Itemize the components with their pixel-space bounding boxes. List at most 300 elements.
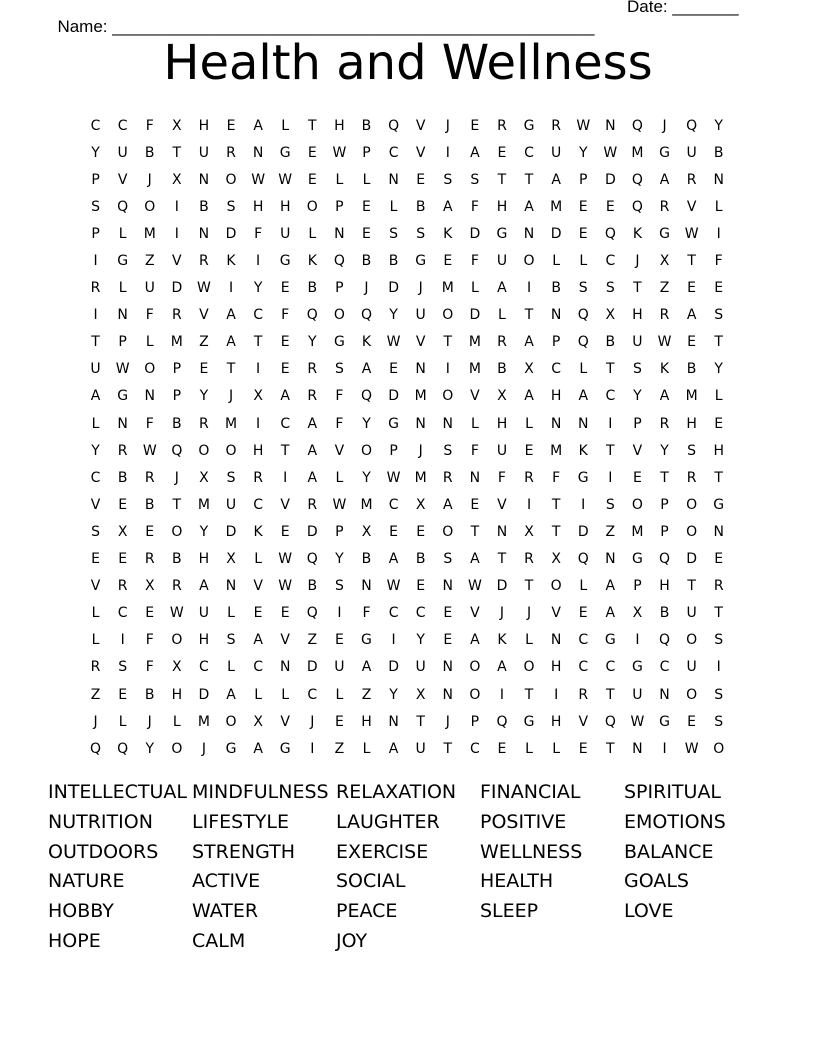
word-bank-item: JOY [336, 929, 368, 952]
grid-letter: S [91, 198, 100, 215]
grid-letter: I [93, 253, 98, 270]
grid-letter: L [118, 225, 127, 242]
grid-letter: I [526, 496, 532, 513]
grid-letter: X [415, 686, 426, 703]
grid-letter: Y [578, 144, 588, 161]
grid-letter: N [117, 307, 128, 324]
grid-letter: R [253, 469, 263, 486]
grid-letter: N [144, 388, 155, 405]
grid-letter: I [445, 144, 450, 161]
grid-letter: J [418, 280, 423, 297]
grid-letter: C [388, 144, 399, 161]
grid-letter: R [659, 198, 670, 215]
grid-letter: C [199, 659, 209, 676]
grid-letter: C [605, 253, 616, 270]
grid-letter: U [415, 740, 426, 757]
grid-letter: O [442, 307, 454, 324]
grid-letter: G [631, 551, 643, 568]
word-bank-item: LAUGHTER [336, 810, 440, 833]
grid-letter: N [198, 171, 210, 188]
word-bank-item: SOCIAL [336, 870, 406, 893]
grid-letter: N [361, 578, 372, 595]
grid-letter: X [524, 523, 534, 540]
grid-letter: N [523, 225, 535, 242]
grid-letter: L [579, 253, 588, 270]
grid-letter: M [441, 280, 454, 297]
grid-letter: B [361, 117, 372, 134]
grid-letter: R [117, 442, 128, 459]
grid-letter: L [552, 740, 561, 757]
grid-letter: O [469, 659, 481, 676]
grid-letter: B [199, 198, 209, 215]
grid-row [82, 518, 732, 545]
grid-letter: H [496, 415, 508, 432]
grid-letter: W [142, 442, 157, 459]
grid-letter: T [497, 551, 507, 568]
word-bank-item: ACTIVE [192, 870, 261, 893]
grid-letter: A [388, 740, 399, 757]
grid-letter: V [172, 253, 182, 270]
grid-letter: K [659, 361, 670, 378]
grid-letter: V [470, 388, 480, 405]
grid-letter: K [443, 225, 453, 242]
grid-row [82, 275, 732, 302]
grid-letter: E [687, 713, 697, 730]
word-bank-item: WELLNESS [480, 840, 583, 863]
grid-letter: U [198, 144, 210, 161]
word-bank-item: BALANCE [624, 840, 714, 863]
grid-letter: H [496, 198, 508, 215]
grid-letter: T [714, 334, 723, 351]
grid-letter: Y [199, 523, 209, 540]
grid-row [82, 247, 732, 274]
grid-letter: D [469, 225, 481, 242]
grid-letter: F [470, 198, 479, 215]
grid-letter: S [389, 225, 399, 242]
grid-letter: L [498, 307, 506, 324]
grid-letter: A [524, 334, 534, 351]
grid-letter: O [686, 686, 698, 703]
grid-letter: S [443, 442, 453, 459]
grid-letter: E [470, 117, 480, 134]
grid-letter: V [551, 605, 561, 622]
grid-letter: I [391, 632, 396, 649]
grid-letter: A [307, 469, 318, 486]
grid-letter: S [605, 280, 615, 297]
grid-letter: W [278, 578, 293, 595]
grid-letter: M [197, 713, 210, 730]
grid-row [82, 383, 732, 410]
grid-letter: P [633, 578, 642, 595]
grid-letter: X [524, 361, 534, 378]
grid-letter: O [171, 632, 183, 649]
grid-letter: O [171, 740, 183, 757]
grid-letter: E [578, 225, 588, 242]
grid-letter: T [524, 171, 534, 188]
grid-row [82, 708, 732, 735]
grid-letter: R [686, 171, 697, 188]
grid-letter: D [469, 307, 481, 324]
grid-letter: J [93, 713, 98, 730]
grid-row [82, 546, 732, 573]
grid-letter: E [443, 605, 453, 622]
grid-letter: Y [335, 551, 344, 568]
grid-letter: L [227, 605, 235, 622]
grid-letter: M [468, 334, 481, 351]
grid-letter: H [550, 388, 562, 405]
grid-letter: N [713, 523, 724, 540]
grid-letter: S [91, 523, 100, 540]
grid-letter: Y [91, 442, 100, 459]
grid-letter: O [686, 523, 698, 540]
grid-letter: K [578, 442, 588, 459]
grid-letter: L [281, 686, 290, 703]
grid-letter: U [496, 442, 508, 459]
grid-letter: R [226, 144, 236, 161]
grid-letter: R [659, 415, 670, 432]
grid-letter: A [578, 388, 589, 405]
grid-letter: E [416, 523, 426, 540]
grid-letter: C [415, 605, 426, 622]
grid-letter: T [91, 334, 100, 351]
word-bank-item: EXERCISE [336, 840, 429, 863]
grid-letter: H [334, 117, 345, 134]
word-bank-item: NUTRITION [48, 810, 153, 833]
word-bank-item: SPIRITUAL [624, 781, 722, 803]
grid-letter: I [256, 415, 261, 432]
grid-letter: O [171, 523, 183, 540]
grid-letter: S [578, 280, 588, 297]
grid-letter: B [361, 253, 372, 270]
grid-letter: Y [199, 388, 209, 405]
grid-letter: E [334, 632, 344, 649]
grid-letter: Q [306, 307, 318, 324]
grid-letter: P [660, 523, 669, 540]
word-bank-item: HOPE [48, 929, 101, 952]
grid-letter: L [470, 415, 479, 432]
grid-letter: G [659, 144, 670, 161]
grid-letter: M [414, 388, 427, 405]
grid-letter: C [307, 686, 318, 703]
grid-letter: H [659, 578, 670, 595]
grid-letter: L [579, 578, 588, 595]
grid-letter: E [118, 496, 128, 513]
grid-letter: W [278, 171, 293, 188]
grid-letter: V [90, 578, 101, 595]
word-bank-item: FINANCIAL [480, 781, 581, 803]
grid-letter: Q [388, 117, 400, 134]
grid-letter: A [686, 307, 697, 324]
grid-letter: E [280, 334, 290, 351]
grid-letter: Q [117, 198, 129, 215]
word-bank-item: OUTDOORS [48, 840, 159, 863]
grid-letter: L [335, 469, 344, 486]
grid-letter: H [361, 713, 372, 730]
grid-letter: I [499, 686, 505, 703]
grid-letter: N [550, 632, 562, 649]
grid-letter: O [144, 361, 156, 378]
grid-letter: Z [144, 253, 155, 270]
grid-letter: T [443, 740, 453, 757]
grid-letter: V [280, 632, 290, 649]
grid-letter: A [307, 415, 318, 432]
grid-letter: Y [416, 632, 425, 649]
word-bank-item: HEALTH [480, 870, 554, 893]
grid-letter: I [256, 253, 261, 270]
grid-letter: F [335, 388, 344, 405]
grid-letter: C [551, 361, 562, 378]
grid-letter: E [253, 605, 263, 622]
grid-letter: Y [389, 307, 398, 324]
grid-letter: T [172, 144, 182, 161]
grid-letter: O [523, 659, 535, 676]
grid-letter: D [225, 523, 237, 540]
grid-letter: X [415, 496, 426, 513]
grid-letter: D [171, 280, 183, 297]
grid-letter: E [687, 334, 697, 351]
grid-letter: F [497, 469, 506, 486]
grid-letter: P [579, 171, 588, 188]
grid-letter: G [361, 632, 372, 649]
grid-letter: Q [117, 740, 129, 757]
grid-letter: D [686, 551, 697, 568]
grid-letter: Q [659, 551, 671, 568]
grid-letter: G [388, 415, 399, 432]
grid-letter: G [659, 713, 670, 730]
grid-letter: V [686, 198, 697, 215]
grid-letter: H [198, 117, 210, 134]
grid-letter: D [604, 171, 616, 188]
grid-letter: H [198, 632, 210, 649]
grid-letter: A [253, 632, 263, 649]
grid-row [82, 329, 732, 356]
grid-letter: I [554, 686, 559, 703]
grid-letter: B [144, 144, 155, 161]
page-title: Health and Wellness [163, 35, 653, 91]
grid-letter: A [605, 578, 616, 595]
grid-letter: N [442, 415, 453, 432]
grid-letter: W [684, 225, 699, 242]
grid-letter: T [606, 361, 615, 378]
grid-letter: R [199, 253, 209, 270]
grid-letter: Q [577, 307, 589, 324]
grid-letter: B [415, 198, 426, 215]
grid-letter: T [633, 280, 642, 297]
grid-letter: H [252, 442, 264, 459]
grid-letter: N [415, 415, 426, 432]
grid-letter: E [714, 280, 724, 297]
grid-letter: F [145, 307, 154, 324]
grid-letter: E [307, 171, 317, 188]
grid-letter: O [550, 578, 562, 595]
grid-letter: K [632, 225, 643, 242]
grid-letter: M [170, 334, 183, 351]
grid-letter: U [90, 361, 101, 378]
grid-letter: Y [633, 388, 642, 405]
grid-letter: C [253, 659, 263, 676]
grid-letter: P [335, 523, 344, 540]
grid-letter: U [686, 144, 697, 161]
grid-letter: Z [90, 686, 101, 703]
grid-letter: B [388, 253, 399, 270]
grid-letter: A [659, 171, 670, 188]
grid-letter: M [550, 198, 563, 215]
grid-letter: I [337, 605, 342, 622]
grid-letter: E [280, 523, 290, 540]
grid-letter: P [551, 334, 561, 351]
grid-letter: D [550, 225, 562, 242]
grid-letter: Z [307, 632, 318, 649]
grid-letter: P [660, 496, 669, 513]
grid-letter: R [90, 659, 101, 676]
grid-row [82, 681, 732, 708]
grid-letter: R [524, 469, 534, 486]
word-bank-item: POSITIVE [480, 810, 567, 833]
grid-letter: G [523, 713, 535, 730]
word-bank-item: WATER [192, 900, 259, 923]
grid-letter: Q [577, 551, 589, 568]
grid-letter: T [551, 523, 561, 540]
grid-letter: Q [631, 117, 643, 134]
grid-letter: R [199, 415, 209, 432]
grid-letter: Y [660, 442, 669, 459]
grid-letter: L [552, 253, 561, 270]
grid-letter: A [226, 307, 236, 324]
grid-letter: W [684, 740, 699, 757]
grid-letter: N [577, 415, 589, 432]
grid-letter: O [225, 713, 237, 730]
grid-letter: F [470, 442, 479, 459]
grid-letter: T [172, 496, 182, 513]
grid-letter: Z [605, 523, 616, 540]
grid-letter: K [226, 253, 236, 270]
grid-letter: L [525, 415, 533, 432]
grid-letter: G [225, 740, 237, 757]
grid-letter: N [605, 117, 616, 134]
grid-letter: E [497, 740, 507, 757]
grid-letter: B [307, 280, 318, 297]
grid-letter: E [145, 523, 155, 540]
grid-letter: T [308, 117, 317, 134]
grid-letter: R [171, 307, 182, 324]
grid-letter: L [362, 740, 371, 757]
grid-letter: C [605, 659, 616, 676]
grid-letter: Z [659, 280, 670, 297]
grid-letter: Y [714, 361, 723, 378]
grid-letter: C [578, 632, 589, 649]
grid-letter: T [606, 740, 615, 757]
grid-letter: E [524, 442, 534, 459]
grid-letter: P [389, 442, 398, 459]
grid-letter: A [253, 117, 263, 134]
grid-letter: E [389, 523, 398, 540]
grid-letter: I [608, 415, 613, 432]
grid-letter: L [91, 632, 100, 649]
grid-letter: X [605, 307, 616, 324]
grid-letter: M [360, 496, 373, 513]
grid-letter: E [416, 578, 426, 595]
grid-row [82, 410, 732, 437]
name-field-label: Name: ___________________________________________________ [57, 17, 595, 36]
word-bank-item: STRENGTH [192, 840, 296, 863]
grid-letter: W [278, 551, 293, 568]
grid-letter: W [115, 361, 130, 378]
grid-letter: F [281, 307, 290, 324]
grid-letter: I [662, 740, 667, 757]
grid-letter: I [256, 361, 261, 378]
grid-letter: N [550, 307, 562, 324]
grid-letter: X [253, 388, 263, 405]
grid-letter: U [415, 307, 426, 324]
grid-letter: W [576, 117, 591, 134]
grid-letter: B [172, 415, 182, 432]
grid-letter: U [496, 253, 508, 270]
grid-letter: U [144, 280, 155, 297]
grid-letter: V [415, 144, 426, 161]
grid-letter: K [253, 523, 263, 540]
grid-letter: Y [714, 117, 723, 134]
grid-letter: G [415, 253, 427, 270]
word-bank-item: MINDFULNESS [192, 781, 329, 803]
grid-letter: A [470, 632, 480, 649]
grid-letter: U [632, 686, 643, 703]
grid-letter: S [118, 659, 128, 676]
grid-letter: O [686, 632, 698, 649]
grid-letter: J [418, 442, 423, 459]
grid-letter: T [606, 442, 615, 459]
grid-letter: Z [334, 740, 345, 757]
grid-letter: T [524, 307, 534, 324]
grid-letter: R [578, 686, 589, 703]
grid-letter: B [172, 551, 182, 568]
grid-letter: L [254, 551, 263, 568]
grid-letter: L [714, 198, 723, 215]
grid-letter: I [445, 361, 450, 378]
grid-letter: N [388, 171, 399, 188]
grid-letter: H [713, 442, 724, 459]
grid-letter: S [334, 578, 344, 595]
grid-letter: I [120, 632, 125, 649]
grid-letter: I [174, 225, 179, 242]
grid-letter: N [713, 171, 724, 188]
grid-letter: P [362, 144, 371, 161]
grid-letter: T [606, 686, 615, 703]
grid-letter: L [335, 686, 344, 703]
grid-letter: B [497, 361, 507, 378]
grid-row [82, 193, 732, 220]
grid-letter: T [524, 578, 534, 595]
grid-letter: E [605, 198, 615, 215]
grid-letter: E [280, 361, 290, 378]
grid-letter: G [333, 334, 345, 351]
grid-letter: P [91, 171, 100, 188]
word-bank-item: INTELLECTUAL [48, 781, 187, 803]
word-bank [48, 778, 768, 957]
grid-letter: H [686, 415, 697, 432]
grid-letter: W [657, 334, 672, 351]
word-bank-item: RELAXATION [336, 781, 457, 803]
grid-letter: X [497, 388, 507, 405]
grid-letter: H [279, 198, 291, 215]
grid-letter: R [144, 551, 155, 568]
grid-letter: E [632, 469, 642, 486]
grid-row [82, 302, 732, 329]
grid-letter: M [685, 388, 698, 405]
grid-letter: O [144, 198, 156, 215]
grid-letter: U [632, 334, 643, 351]
grid-letter: S [632, 361, 642, 378]
grid-letter: V [199, 307, 209, 324]
